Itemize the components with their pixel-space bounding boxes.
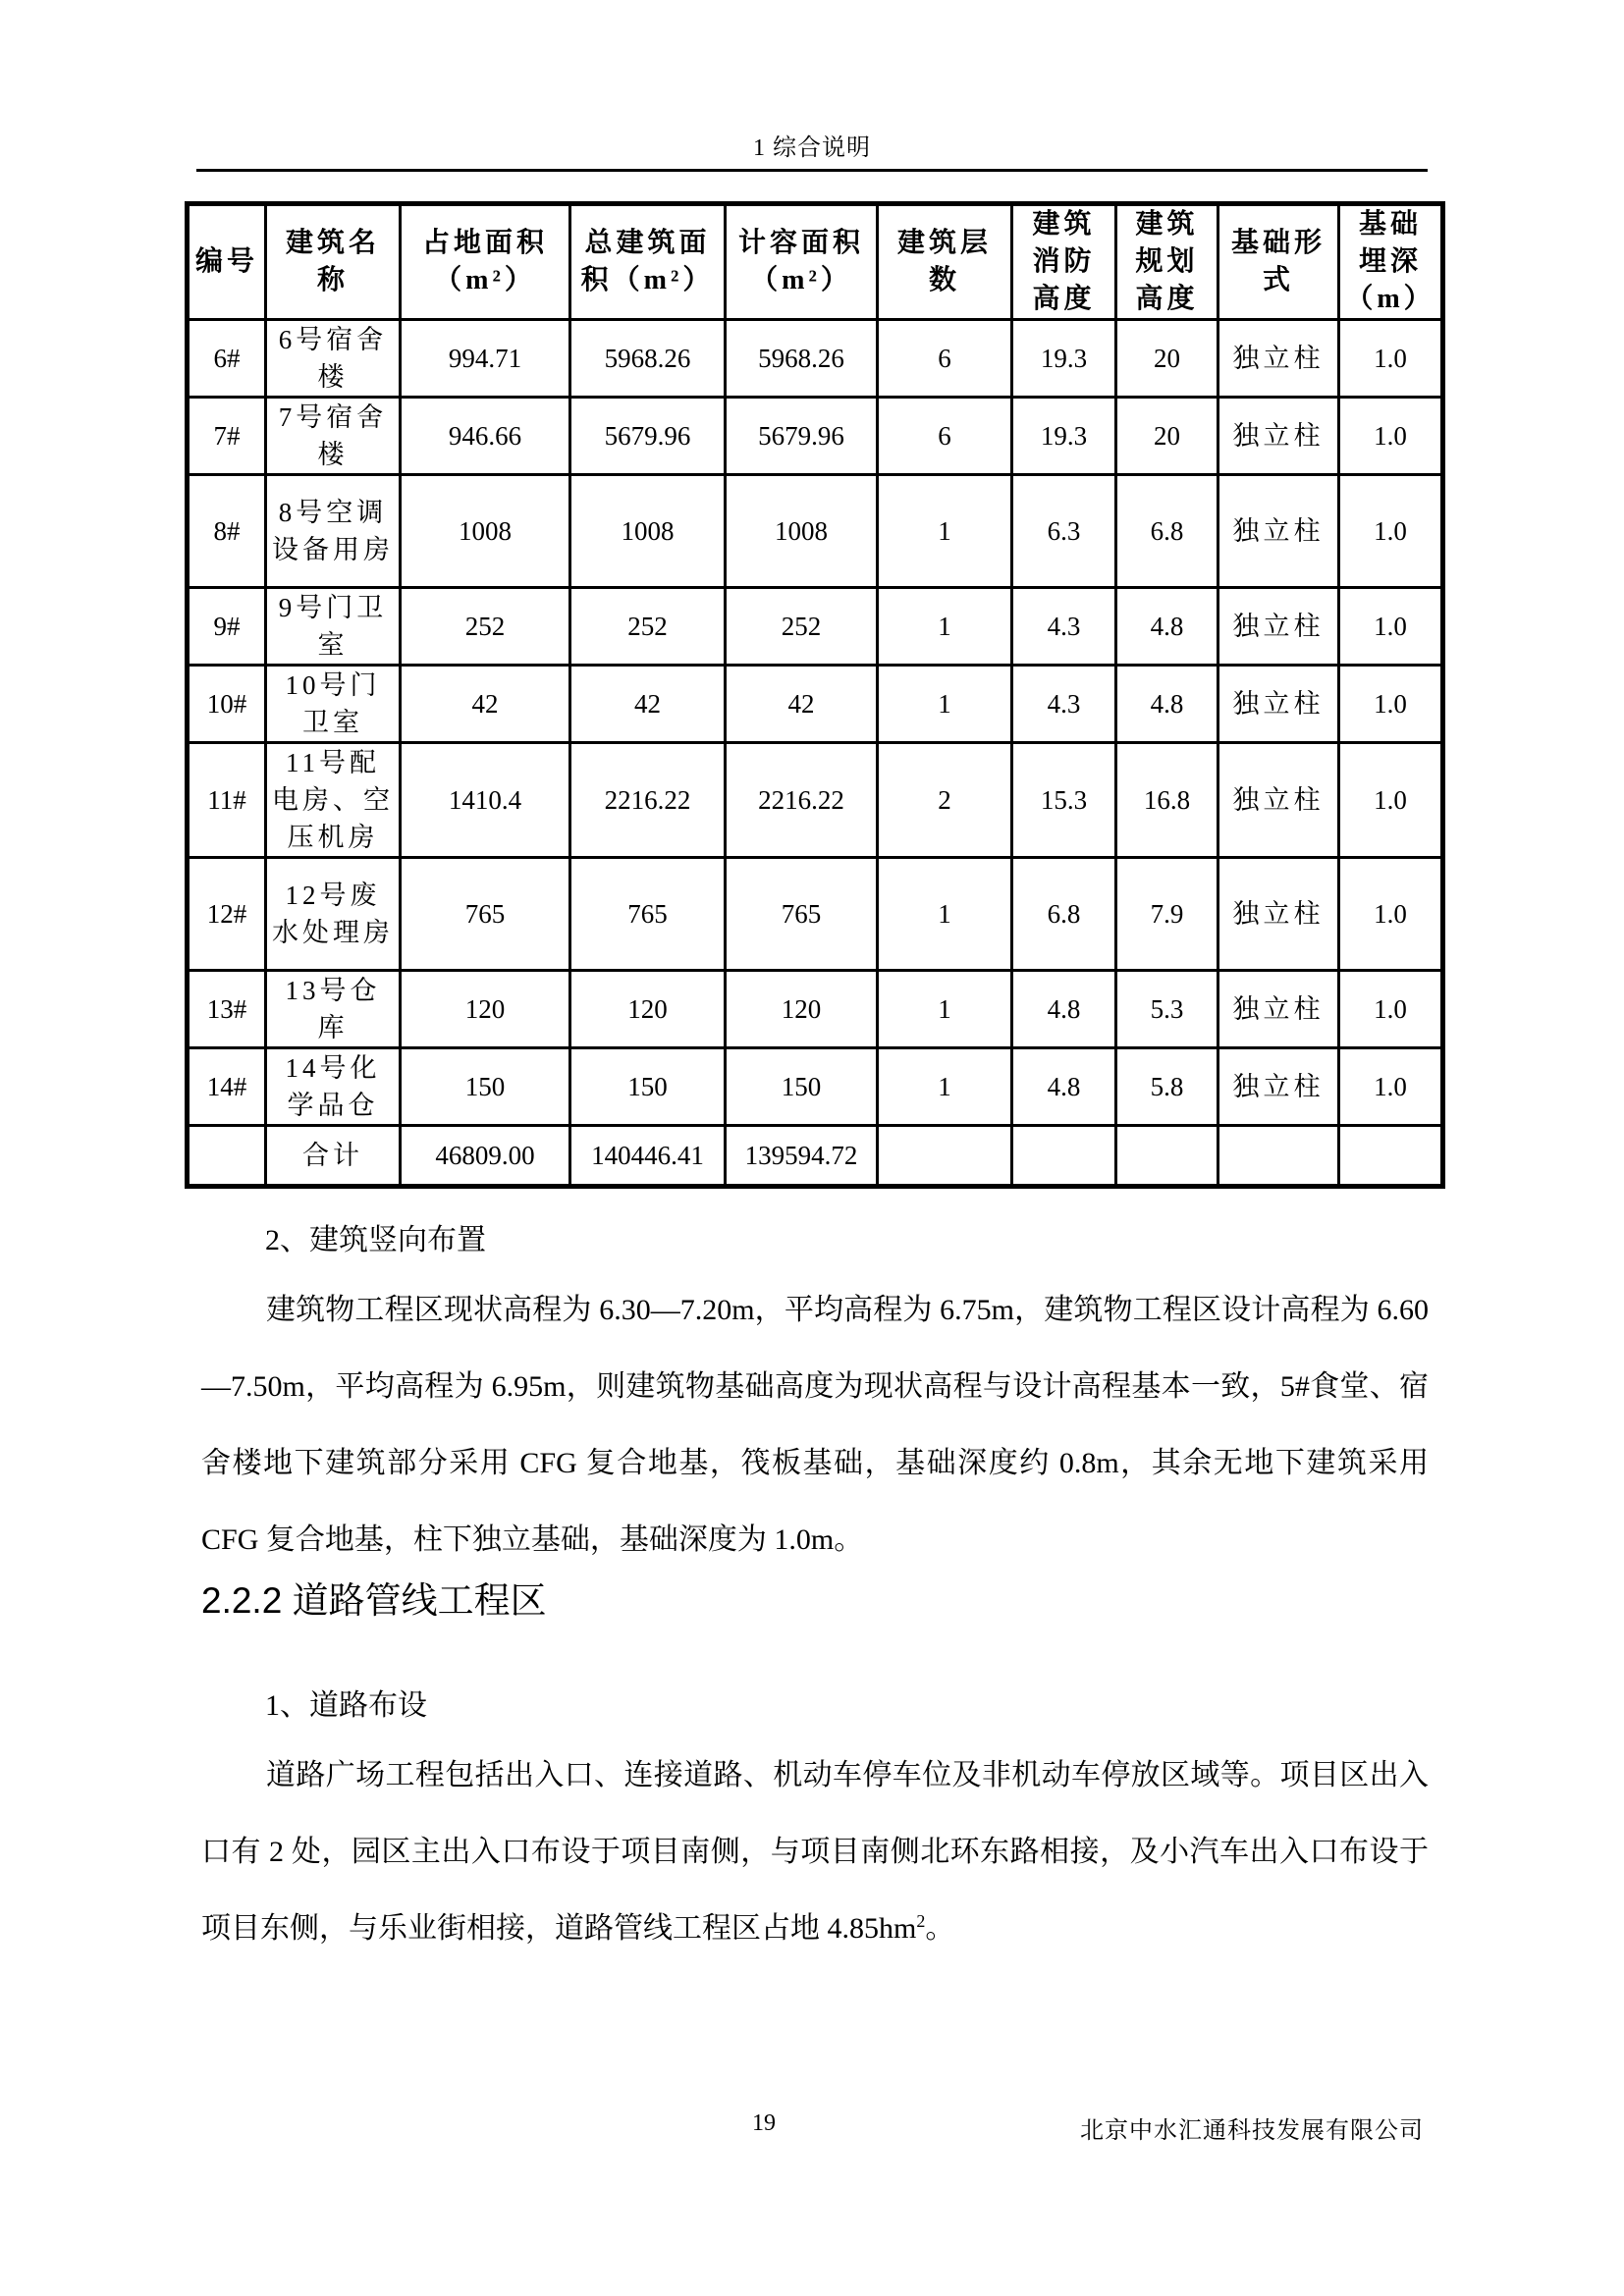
table-row <box>188 588 1443 666</box>
cell-id: 10# <box>188 666 266 743</box>
cell-id: 11# <box>188 743 266 858</box>
cell-fire-height: 15.3 <box>1012 743 1116 858</box>
cell-name: 8号空调设备用房 <box>266 475 401 588</box>
cell-fire-height: 19.3 <box>1012 398 1116 475</box>
total-total-area: 140446.41 <box>570 1126 726 1187</box>
cell-total-area: 1008 <box>570 475 726 588</box>
column-header: 占地面积（m²） <box>401 204 570 320</box>
cell-depth: 1.0 <box>1339 858 1443 971</box>
cell-fire-height: 19.3 <box>1012 320 1116 398</box>
column-header: 建筑消防高度 <box>1012 204 1116 320</box>
cell-total-area: 150 <box>570 1048 726 1126</box>
header-rule <box>196 169 1428 172</box>
cell-total-area: 42 <box>570 666 726 743</box>
cell-foundation: 独立柱 <box>1218 320 1339 398</box>
page-number: 19 <box>752 2110 776 2136</box>
cell-far-area: 1008 <box>726 475 878 588</box>
cell-fire-height: 4.8 <box>1012 971 1116 1048</box>
cell-name: 10号门卫室 <box>266 666 401 743</box>
cell-total-area: 765 <box>570 858 726 971</box>
cell-far-area: 150 <box>726 1048 878 1126</box>
cell-far-area: 5679.96 <box>726 398 878 475</box>
cell-foundation: 独立柱 <box>1218 858 1339 971</box>
cell-total-area: 5679.96 <box>570 398 726 475</box>
cell-foundation: 独立柱 <box>1218 588 1339 666</box>
cell-foundation: 独立柱 <box>1218 743 1339 858</box>
cell-total-area: 120 <box>570 971 726 1048</box>
cell-fire-height: 4.8 <box>1012 1048 1116 1126</box>
total-label: 合计 <box>266 1126 401 1187</box>
column-header: 计容面积（m²） <box>726 204 878 320</box>
cell-depth: 1.0 <box>1339 743 1443 858</box>
cell-floors: 1 <box>878 666 1012 743</box>
cell-depth: 1.0 <box>1339 475 1443 588</box>
cell-far-area: 42 <box>726 666 878 743</box>
cell-floors: 1 <box>878 1048 1012 1126</box>
cell-fire-height: 6.3 <box>1012 475 1116 588</box>
section-heading-vertical-layout: 2、建筑竖向布置 <box>265 1224 486 1256</box>
column-header: 建筑名称 <box>266 204 401 320</box>
column-header: 建筑层数 <box>878 204 1012 320</box>
empty-cell <box>1218 1126 1339 1187</box>
cell-depth: 1.0 <box>1339 588 1443 666</box>
paragraph-vertical-layout: 建筑物工程区现状高程为 6.30—7.20m，平均高程为 6.75m，建筑物工程区设计高程为 6.60—7.50m，平均高程为 6.95m，则建筑物基础高度为现状高程与设计高程基本一致，5#食堂、宿舍楼地下建筑部分采用 CFG 复合地基，筏板基础，基础深度约 0.8m，其余无地下建筑采用 CFG 复合地基，柱下独立基础，基础深度为 1.0m。 <box>201 1294 1429 1556</box>
empty-cell <box>878 1126 1012 1187</box>
table-row <box>188 666 1443 743</box>
cell-footprint: 252 <box>401 588 570 666</box>
cell-plan-height: 16.8 <box>1116 743 1218 858</box>
cell-plan-height: 4.8 <box>1116 588 1218 666</box>
cell-plan-height: 5.3 <box>1116 971 1218 1048</box>
total-far-area: 139594.72 <box>726 1126 878 1187</box>
cell-fire-height: 4.3 <box>1012 666 1116 743</box>
cell-depth: 1.0 <box>1339 971 1443 1048</box>
column-header: 基础形式 <box>1218 204 1339 320</box>
footer-company: 北京中水汇通科技发展有限公司 <box>1080 2118 1424 2144</box>
cell-id: 13# <box>188 971 266 1048</box>
cell-footprint: 42 <box>401 666 570 743</box>
superscript-2: 2 <box>916 1911 926 1931</box>
empty-cell <box>1339 1126 1443 1187</box>
paragraph-road-text: 道路广场工程包括出入口、连接道路、机动车停车位及非机动车停放区域等。项目区出入口有 2 处，园区主出入口布设于项目南侧，与项目南侧北环东路相接，及小汽车出入口布设于项目东侧，与乐业街相接，道路管线工程区占地 4.85hm <box>201 1759 1429 1945</box>
table-row <box>188 743 1443 858</box>
cell-footprint: 1410.4 <box>401 743 570 858</box>
paragraph-road-layout <box>201 1737 1429 1967</box>
cell-total-area: 2216.22 <box>570 743 726 858</box>
cell-plan-height: 7.9 <box>1116 858 1218 971</box>
cell-foundation: 独立柱 <box>1218 666 1339 743</box>
cell-footprint: 1008 <box>401 475 570 588</box>
cell-foundation: 独立柱 <box>1218 1048 1339 1126</box>
column-header: 编号 <box>188 204 266 320</box>
cell-id: 7# <box>188 398 266 475</box>
cell-plan-height: 4.8 <box>1116 666 1218 743</box>
column-header: 总建筑面积（m²） <box>570 204 726 320</box>
section-title-2-2-2: 2.2.2 道路管线工程区 <box>201 1580 547 1621</box>
table-row <box>188 858 1443 971</box>
empty-cell <box>1116 1126 1218 1187</box>
cell-footprint: 765 <box>401 858 570 971</box>
cell-floors: 1 <box>878 858 1012 971</box>
cell-floors: 1 <box>878 971 1012 1048</box>
table-row <box>188 475 1443 588</box>
cell-name: 14号化学品仓 <box>266 1048 401 1126</box>
cell-depth: 1.0 <box>1339 1048 1443 1126</box>
cell-far-area: 765 <box>726 858 878 971</box>
cell-floors: 1 <box>878 475 1012 588</box>
table-total-row <box>188 1126 1443 1187</box>
cell-far-area: 5968.26 <box>726 320 878 398</box>
cell-name: 11号配电房、空压机房 <box>266 743 401 858</box>
cell-name: 7号宿舍楼 <box>266 398 401 475</box>
table-header-row <box>188 204 1443 320</box>
table-row <box>188 1048 1443 1126</box>
column-header: 建筑规划高度 <box>1116 204 1218 320</box>
cell-foundation: 独立柱 <box>1218 475 1339 588</box>
empty-cell <box>1012 1126 1116 1187</box>
running-header: 1 综合说明 <box>753 135 871 161</box>
paragraph-road-end: 。 <box>925 1912 955 1945</box>
cell-id: 9# <box>188 588 266 666</box>
table-row <box>188 398 1443 475</box>
cell-footprint: 150 <box>401 1048 570 1126</box>
cell-depth: 1.0 <box>1339 398 1443 475</box>
cell-far-area: 252 <box>726 588 878 666</box>
cell-fire-height: 4.3 <box>1012 588 1116 666</box>
cell-id: 14# <box>188 1048 266 1126</box>
cell-fire-height: 6.8 <box>1012 858 1116 971</box>
cell-id: 12# <box>188 858 266 971</box>
column-header: 基础埋深（m） <box>1339 204 1443 320</box>
subheading-road-layout: 1、道路布设 <box>265 1689 427 1722</box>
cell-far-area: 120 <box>726 971 878 1048</box>
cell-foundation: 独立柱 <box>1218 971 1339 1048</box>
empty-cell <box>188 1126 266 1187</box>
cell-floors: 6 <box>878 320 1012 398</box>
total-footprint: 46809.00 <box>401 1126 570 1187</box>
cell-name: 9号门卫室 <box>266 588 401 666</box>
cell-name: 6号宿舍楼 <box>266 320 401 398</box>
cell-footprint: 946.66 <box>401 398 570 475</box>
cell-depth: 1.0 <box>1339 666 1443 743</box>
cell-foundation: 独立柱 <box>1218 398 1339 475</box>
cell-floors: 6 <box>878 398 1012 475</box>
cell-far-area: 2216.22 <box>726 743 878 858</box>
cell-floors: 1 <box>878 588 1012 666</box>
cell-plan-height: 20 <box>1116 320 1218 398</box>
cell-name: 12号废水处理房 <box>266 858 401 971</box>
cell-total-area: 5968.26 <box>570 320 726 398</box>
cell-floors: 2 <box>878 743 1012 858</box>
cell-footprint: 120 <box>401 971 570 1048</box>
table-row <box>188 971 1443 1048</box>
table-row <box>188 320 1443 398</box>
cell-id: 8# <box>188 475 266 588</box>
cell-name: 13号仓库 <box>266 971 401 1048</box>
cell-footprint: 994.71 <box>401 320 570 398</box>
cell-plan-height: 20 <box>1116 398 1218 475</box>
cell-plan-height: 5.8 <box>1116 1048 1218 1126</box>
cell-depth: 1.0 <box>1339 320 1443 398</box>
cell-id: 6# <box>188 320 266 398</box>
cell-total-area: 252 <box>570 588 726 666</box>
cell-plan-height: 6.8 <box>1116 475 1218 588</box>
building-table <box>185 201 1445 1189</box>
